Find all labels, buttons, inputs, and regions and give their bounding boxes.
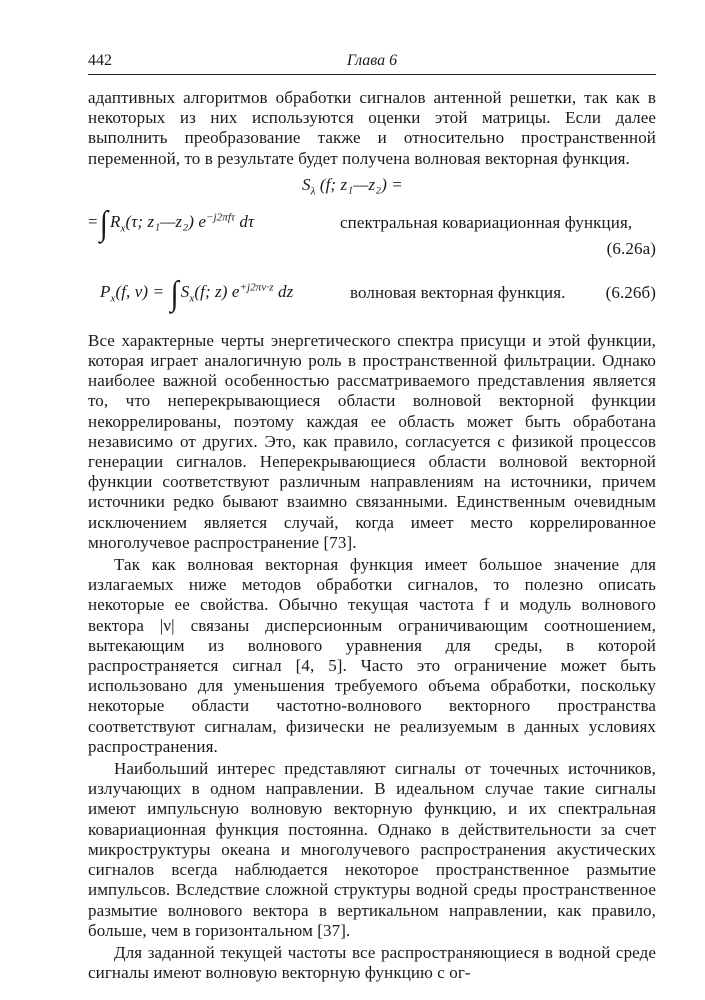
paragraph: адаптивных алгоритмов обработки сигналов антенной решетки, так как в некоторых из них используются оценки этой матрицы. Если далее выполнить преобразование также и относительно пространственной переменной, то в результате будет получена волновая векторная функция.: [88, 88, 656, 168]
equation-label-6-26b: (6.26б): [605, 282, 656, 302]
header-rule: [88, 74, 656, 75]
formula-line-3: $P_x(f$, ν) = ∫ $S_x(f$; z) $e^{+j2\pi\nu\cdot z}$ dz: [100, 274, 294, 313]
page-header: [88, 50, 656, 72]
paragraph: Наибольший интерес представляют сигналы от точечных источников, излучающих в одном направлении. В идеальном случае такие сигналы имеют импульсную волновую векторную функцию, и их спектральная ковариационная функция постоянна. Однако в действительности за счет микроструктуры океана и многолучевого распространения акустических сигналов всегда наблюдается некоторое пространственное размытие импульсов. Вследствие сложной структуры водной среды пространственное размытие волнового вектора в вертикальном направлении, как правило, больше, чем в горизонтальном [37].: [88, 759, 656, 940]
paragraph: Все характерные черты энергетического спектра присущи и этой функции, которая играет аналогичную роль в пространственной фильтрации. Однако наиболее важной особенностью рассматриваемого представления является то, что неперекрывающиеся области волновой векторной функции некоррелированы, поэтому каждая ее область может быть обработана независимо от других. Это, как правило, согласуется с физикой процессов генерации сигналов. Неперекрывающиеся области волновой векторной функции соответствуют различным направлениям на источники, причем источники редко бывают взаимно связанными. Единственным очевидным исключением является случай, когда имеет место коррелированное многолучевое распространение [73].: [88, 330, 656, 552]
formula-block: [88, 169, 656, 331]
body-text: [88, 88, 656, 983]
equation-label-6-26a: (6.26а): [606, 238, 656, 258]
paragraph: Так как волновая векторная функция имеет большое значение для излагаемых ниже методов обработки сигналов, то полезно описать некоторые ее свойства. Обычно текущая частота f и модуль волнового вектора |ν| связаны дисперсионным ограничивающим соотношением, вытекающим из волнового уравнения для среды, в которой распространяется сигнал [4, 5]. Часто это ограничение может быть использовано для уменьшения требуемого объема обработки, поскольку некоторые области частотно-волнового векторного пространства соответствуют сигналам, физически не реализуемым в данных условиях распространения.: [88, 555, 656, 756]
formula-desc-2: волновая векторная функция.: [350, 282, 566, 302]
running-title: Глава 6: [346, 52, 398, 69]
integral-sign: ∫: [170, 274, 179, 313]
integral-sign: ∫: [99, 204, 109, 243]
paragraph: Для заданной текущей частоты все распространяющиеся в водной среде сигналы имеют волновую векторную функцию с ог-: [88, 942, 656, 983]
page-number: 442: [88, 52, 112, 69]
formula-line-2: =∫ $R_x(\tau$; z₁—z₂) $e^{-j2\pi f\tau}$ dτ: [88, 204, 255, 243]
page: [88, 50, 656, 983]
formula-line-1: $S_\lambda$ (f; z₁—z₂) =: [302, 174, 403, 198]
formula-desc-1: спектральная ковариационная функция,: [340, 212, 633, 232]
